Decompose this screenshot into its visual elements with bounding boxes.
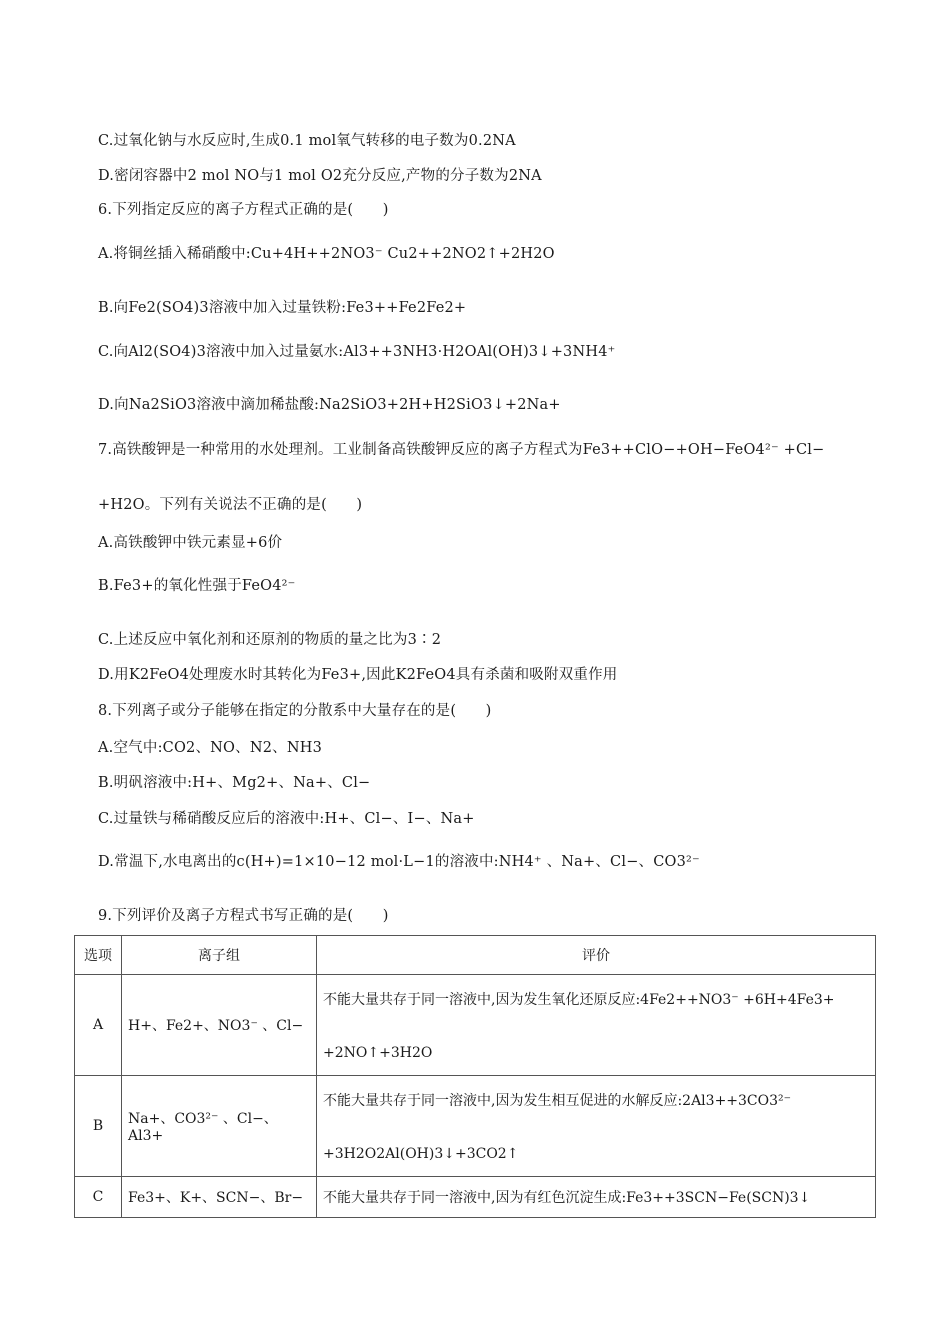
text-line: D.用K2FeO4处理废水时其转化为Fe3+,因此K2FeO4具有杀菌和吸附双重作用 bbox=[98, 667, 618, 683]
text-line: B.向Fe2(SO4)3溶液中加入过量铁粉:Fe3++Fe2Fe2+ bbox=[98, 300, 467, 316]
table-header-row bbox=[75, 936, 876, 975]
text-line: B.明矾溶液中:H+、Mg2+、Na+、Cl− bbox=[98, 775, 371, 791]
row-ions: Fe3+、K+、SCN−、Br− bbox=[122, 1177, 317, 1218]
text-line: 6.下列指定反应的离子方程式正确的是( ) bbox=[98, 202, 389, 218]
text-line: A.将铜丝插入稀硝酸中:Cu+4H++2NO3⁻ Cu2++2NO2↑+2H2O bbox=[98, 246, 555, 262]
header-option: 选项 bbox=[75, 936, 122, 975]
row-evaluation bbox=[317, 1177, 876, 1218]
evaluation-line: +3H2O2Al(OH)3↓+3CO2↑ bbox=[323, 1146, 519, 1162]
table-row bbox=[75, 975, 876, 1076]
header-evaluation: 评价 bbox=[317, 936, 876, 975]
evaluation-line: 不能大量共存于同一溶液中,因为发生相互促进的水解反应:2Al3++3CO3²⁻ bbox=[323, 1093, 792, 1109]
text-line: D.密闭容器中2 mol NO与1 mol O2充分反应,产物的分子数为2NA bbox=[98, 168, 542, 184]
row-evaluation bbox=[317, 1076, 876, 1177]
row-option: B bbox=[75, 1076, 122, 1177]
table-row bbox=[75, 1177, 876, 1218]
text-line: C.上述反应中氧化剂和还原剂的物质的量之比为3∶2 bbox=[98, 632, 442, 648]
evaluation-line: +2NO↑+3H2O bbox=[323, 1045, 433, 1061]
text-line: D.向Na2SiO3溶液中滴加稀盐酸:Na2SiO3+2H+H2SiO3↓+2Na+ bbox=[98, 397, 561, 413]
text-line: C.过氧化钠与水反应时,生成0.1 mol氧气转移的电子数为0.2NA bbox=[98, 133, 516, 149]
row-option: A bbox=[75, 975, 122, 1076]
text-line: A.空气中:CO2、NO、N2、NH3 bbox=[98, 740, 323, 756]
text-line: D.常温下,水电离出的c(H+)=1×10−12 mol·L−1的溶液中:NH4⁺ 、Na+、Cl−、CO3²⁻ bbox=[98, 854, 700, 870]
text-line: +H2O。下列有关说法不正确的是( ) bbox=[98, 497, 363, 513]
text-line: C.过量铁与稀硝酸反应后的溶液中:H+、Cl−、I−、Na+ bbox=[98, 811, 475, 827]
evaluation-line: 不能大量共存于同一溶液中,因为发生氧化还原反应:4Fe2++NO3⁻ +6H+4Fe3+ bbox=[323, 992, 835, 1008]
text-line: C.向Al2(SO4)3溶液中加入过量氨水:Al3++3NH3·H2OAl(OH)3↓+3NH4⁺ bbox=[98, 344, 616, 360]
evaluation-line: 不能大量共存于同一溶液中,因为有红色沉淀生成:Fe3++3SCN−Fe(SCN)3↓ bbox=[323, 1190, 811, 1206]
row-ions: Na+、CO3²⁻ 、Cl−、Al3+ bbox=[122, 1076, 317, 1177]
row-option: C bbox=[75, 1177, 122, 1218]
text-line: B.Fe3+的氧化性强于FeO4²⁻ bbox=[98, 578, 296, 594]
text-line: 7.高铁酸钾是一种常用的水处理剂。工业制备高铁酸钾反应的离子方程式为Fe3++ClO−+OH−FeO4²⁻ +Cl− bbox=[98, 442, 825, 458]
table-row bbox=[75, 1076, 876, 1177]
text-line: A.高铁酸钾中铁元素显+6价 bbox=[98, 535, 283, 551]
text-line: 9.下列评价及离子方程式书写正确的是( ) bbox=[98, 908, 389, 924]
row-evaluation bbox=[317, 975, 876, 1076]
header-ions: 离子组 bbox=[122, 936, 317, 975]
evaluation-table bbox=[74, 935, 876, 1218]
row-ions: H+、Fe2+、NO3⁻ 、Cl− bbox=[122, 975, 317, 1076]
text-line: 8.下列离子或分子能够在指定的分散系中大量存在的是( ) bbox=[98, 703, 492, 719]
